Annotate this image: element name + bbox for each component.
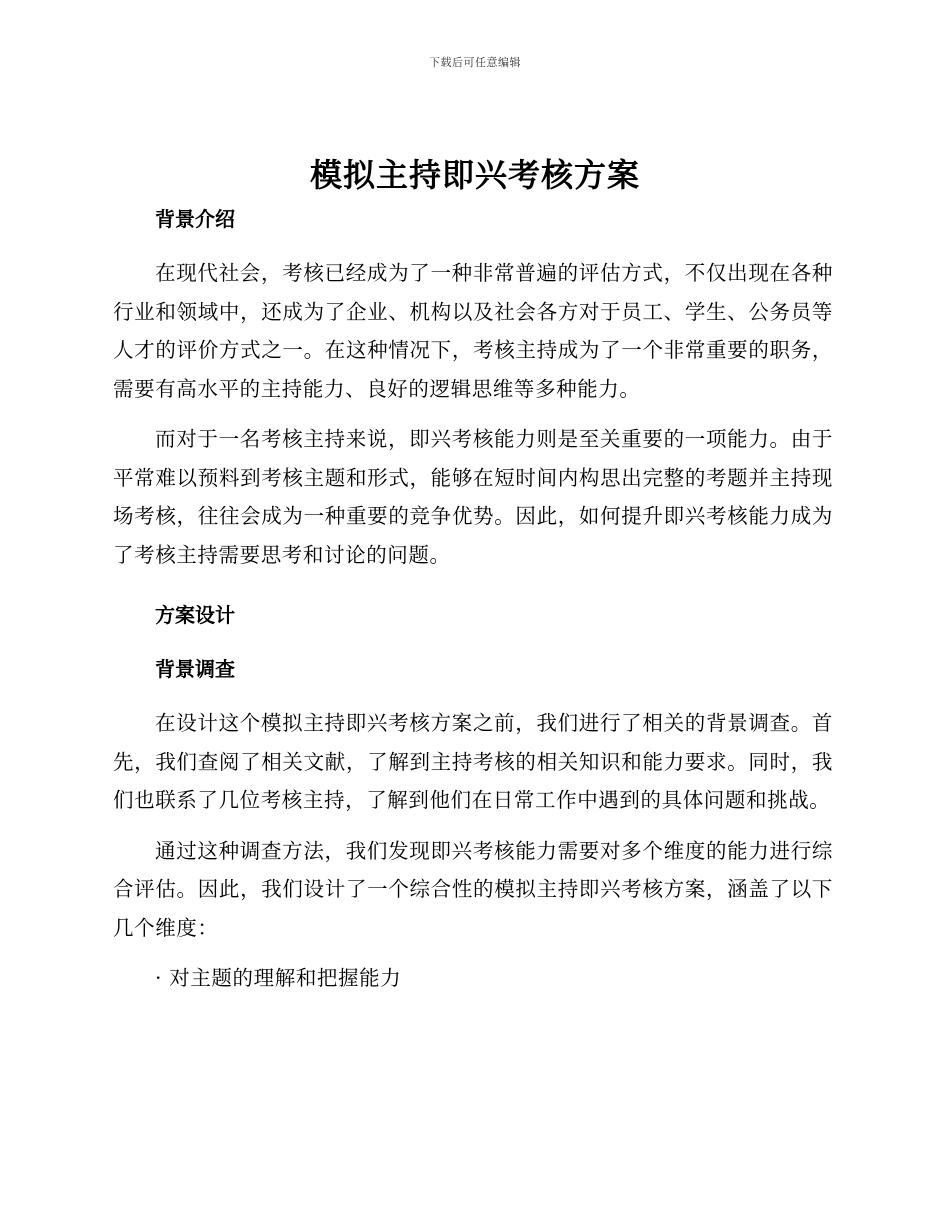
paragraph-survey-1: 在设计这个模拟主持即兴考核方案之前，我们进行了相关的背景调查。首先，我们查阅了相关文献，了解到主持考核的相关知识和能力要求。同时，我们也联系了几位考核主持，了解到他们在日常工作中遇到的具体问题和挑战。 xyxy=(113,711,833,812)
section-heading-plan: 方案设计 xyxy=(155,603,235,627)
section-heading-background: 背景介绍 xyxy=(155,207,235,231)
paragraph-background-1: 在现代社会，考核已经成为了一种非常普遍的评估方式，不仅出现在各种行业和领域中，还成为了企业、机构以及社会各方对于员工、学生、公务员等人才的评价方式之一。在这种情况下，考核主持成为了一个非常重要的职务，需要有高水平的主持能力、良好的逻辑思维等多种能力。 xyxy=(113,261,833,401)
section-heading-survey: 背景调查 xyxy=(155,657,235,681)
header-note: 下载后可任意编辑 xyxy=(429,56,521,69)
paragraph-survey-2: 通过这种调查方法，我们发现即兴考核能力需要对多个维度的能力进行综合评估。因此，我们设计了一个综合性的模拟主持即兴考核方案，涵盖了以下几个维度： xyxy=(113,838,833,940)
paragraph-background-2: 而对于一名考核主持来说，即兴考核能力则是至关重要的一项能力。由于平常难以预料到考核主题和形式，能够在短时间内构思出完整的考题并主持现场考核，往往会成为一种重要的竞争优势。因此，如何提升即兴考核能力成为了考核主持需要思考和讨论的问题。 xyxy=(113,427,833,567)
bullet-item-1: · 对主题的理解和把握能力 xyxy=(155,966,402,990)
document-body xyxy=(113,200,833,998)
document-title: 模拟主持即兴考核方案 xyxy=(309,156,640,194)
